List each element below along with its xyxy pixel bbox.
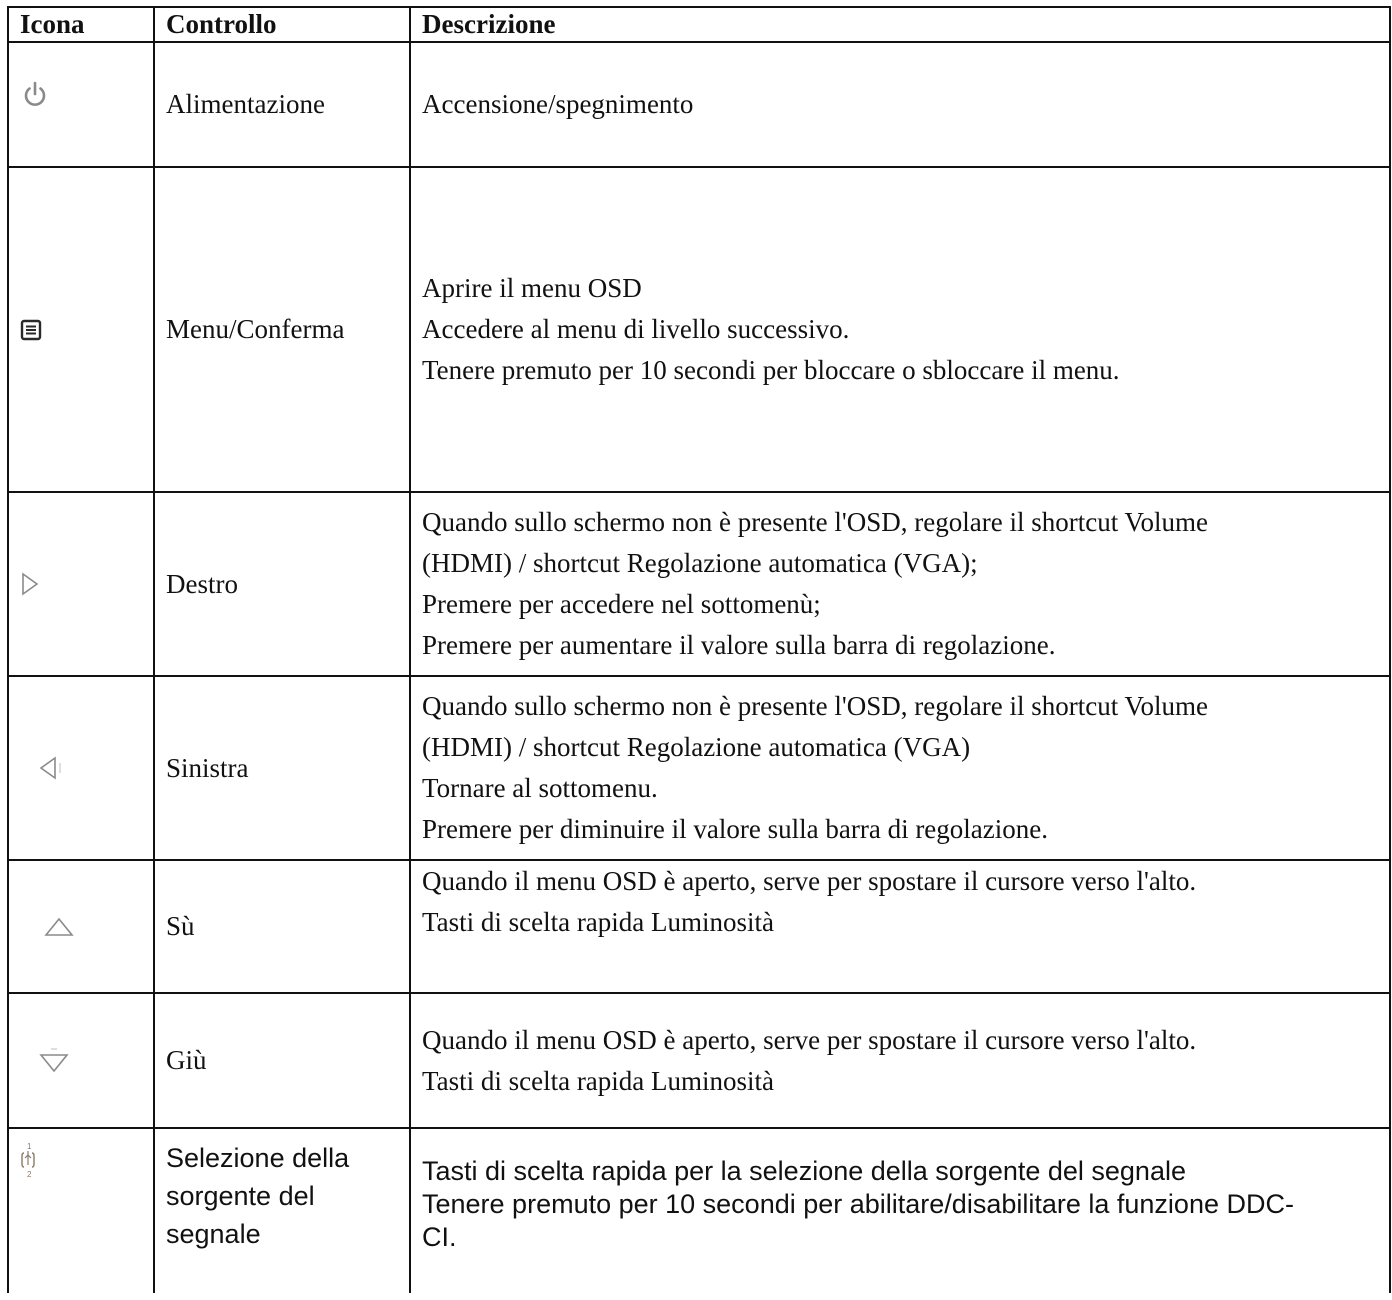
header-control: Controllo bbox=[154, 7, 410, 42]
control-label: sorgente del bbox=[166, 1181, 315, 1211]
up-arrow-icon bbox=[44, 917, 74, 934]
control-cell bbox=[154, 492, 410, 676]
left-arrow-icon bbox=[39, 759, 63, 776]
icon-cell bbox=[8, 167, 154, 492]
table-row bbox=[8, 860, 1390, 993]
control-cell bbox=[154, 676, 410, 860]
menu-icon bbox=[20, 320, 42, 337]
control-cell bbox=[154, 42, 410, 167]
table-row bbox=[8, 676, 1390, 860]
description-line: Tasti di scelta rapida Luminosità bbox=[422, 1065, 775, 1096]
table-row bbox=[8, 993, 1390, 1128]
control-label: Giù bbox=[166, 1045, 207, 1075]
description-line: Premere per accedere nel sottomenù; bbox=[422, 589, 821, 619]
control-cell bbox=[154, 860, 410, 993]
header-icon: Icona bbox=[8, 7, 154, 42]
description-line: Tenere premuto per 10 secondi per bloccare o sbloccare il menu. bbox=[422, 355, 1120, 385]
icon-cell bbox=[8, 42, 154, 167]
description-line: Aprire il menu OSD bbox=[422, 273, 642, 303]
description-cell bbox=[410, 167, 1390, 492]
icon-cell bbox=[8, 492, 154, 676]
description-line: (HDMI) / shortcut Regolazione automatica (VGA); bbox=[422, 548, 978, 578]
description-cell bbox=[410, 1128, 1390, 1293]
description-line: Quando il menu OSD è aperto, serve per spostare il cursore verso l'alto. bbox=[422, 866, 1197, 896]
control-cell bbox=[154, 167, 410, 492]
description-line: CI. bbox=[422, 1222, 457, 1252]
description-cell bbox=[410, 492, 1390, 676]
control-label: Sù bbox=[166, 911, 195, 941]
description-cell bbox=[410, 42, 1390, 167]
description-line: Quando il menu OSD è aperto, serve per spostare il cursore verso l'alto. bbox=[422, 1024, 1197, 1055]
icon-cell bbox=[8, 676, 154, 860]
description-cell bbox=[410, 993, 1390, 1128]
table-row bbox=[8, 1128, 1390, 1293]
control-cell bbox=[154, 993, 410, 1128]
svg-text:2: 2 bbox=[27, 1170, 32, 1179]
table-header-row bbox=[8, 7, 1390, 42]
icon-cell bbox=[8, 1128, 154, 1293]
controls-table bbox=[7, 6, 1391, 1293]
control-label: Selezione della bbox=[166, 1143, 350, 1173]
power-icon bbox=[20, 86, 50, 103]
control-label: Destro bbox=[166, 568, 238, 599]
table-row bbox=[8, 492, 1390, 676]
icon-cell bbox=[8, 993, 154, 1128]
svg-text:1: 1 bbox=[27, 1142, 32, 1151]
description-line: Tasti di scelta rapida Luminosità bbox=[422, 907, 775, 937]
table-row bbox=[8, 167, 1390, 492]
description-line: Tasti di scelta rapida per la selezione della sorgente del segnale bbox=[422, 1156, 1186, 1186]
input-source-icon bbox=[20, 1142, 40, 1179]
control-label: Menu/Conferma bbox=[166, 314, 345, 344]
header-description: Descrizione bbox=[410, 7, 1390, 42]
control-label: Sinistra bbox=[166, 752, 249, 783]
description-line: (HDMI) / shortcut Regolazione automatica (VGA) bbox=[422, 732, 971, 762]
description-line: Tornare al sottomenu. bbox=[422, 773, 658, 803]
control-label: segnale bbox=[166, 1219, 261, 1249]
control-label: Alimentazione bbox=[166, 89, 325, 119]
description-cell bbox=[410, 676, 1390, 860]
control-cell bbox=[154, 1128, 410, 1293]
description-line: Tenere premuto per 10 secondi per abilitare/disabilitare la funzione DDC- bbox=[422, 1189, 1294, 1219]
down-arrow-icon bbox=[39, 1051, 69, 1068]
description-line: Quando sullo schermo non è presente l'OSD, regolare il shortcut Volume bbox=[422, 507, 1208, 537]
table-row bbox=[8, 42, 1390, 167]
description-line: Premere per aumentare il valore sulla barra di regolazione. bbox=[422, 630, 1056, 660]
icon-cell bbox=[8, 860, 154, 993]
description-line: Accensione/spegnimento bbox=[422, 89, 694, 119]
description-cell bbox=[410, 860, 1390, 993]
description-line: Quando sullo schermo non è presente l'OSD, regolare il shortcut Volume bbox=[422, 691, 1208, 721]
description-line: Accedere al menu di livello successivo. bbox=[422, 314, 850, 344]
right-arrow-icon bbox=[21, 575, 39, 592]
description-line: Premere per diminuire il valore sulla barra di regolazione. bbox=[422, 814, 1048, 844]
